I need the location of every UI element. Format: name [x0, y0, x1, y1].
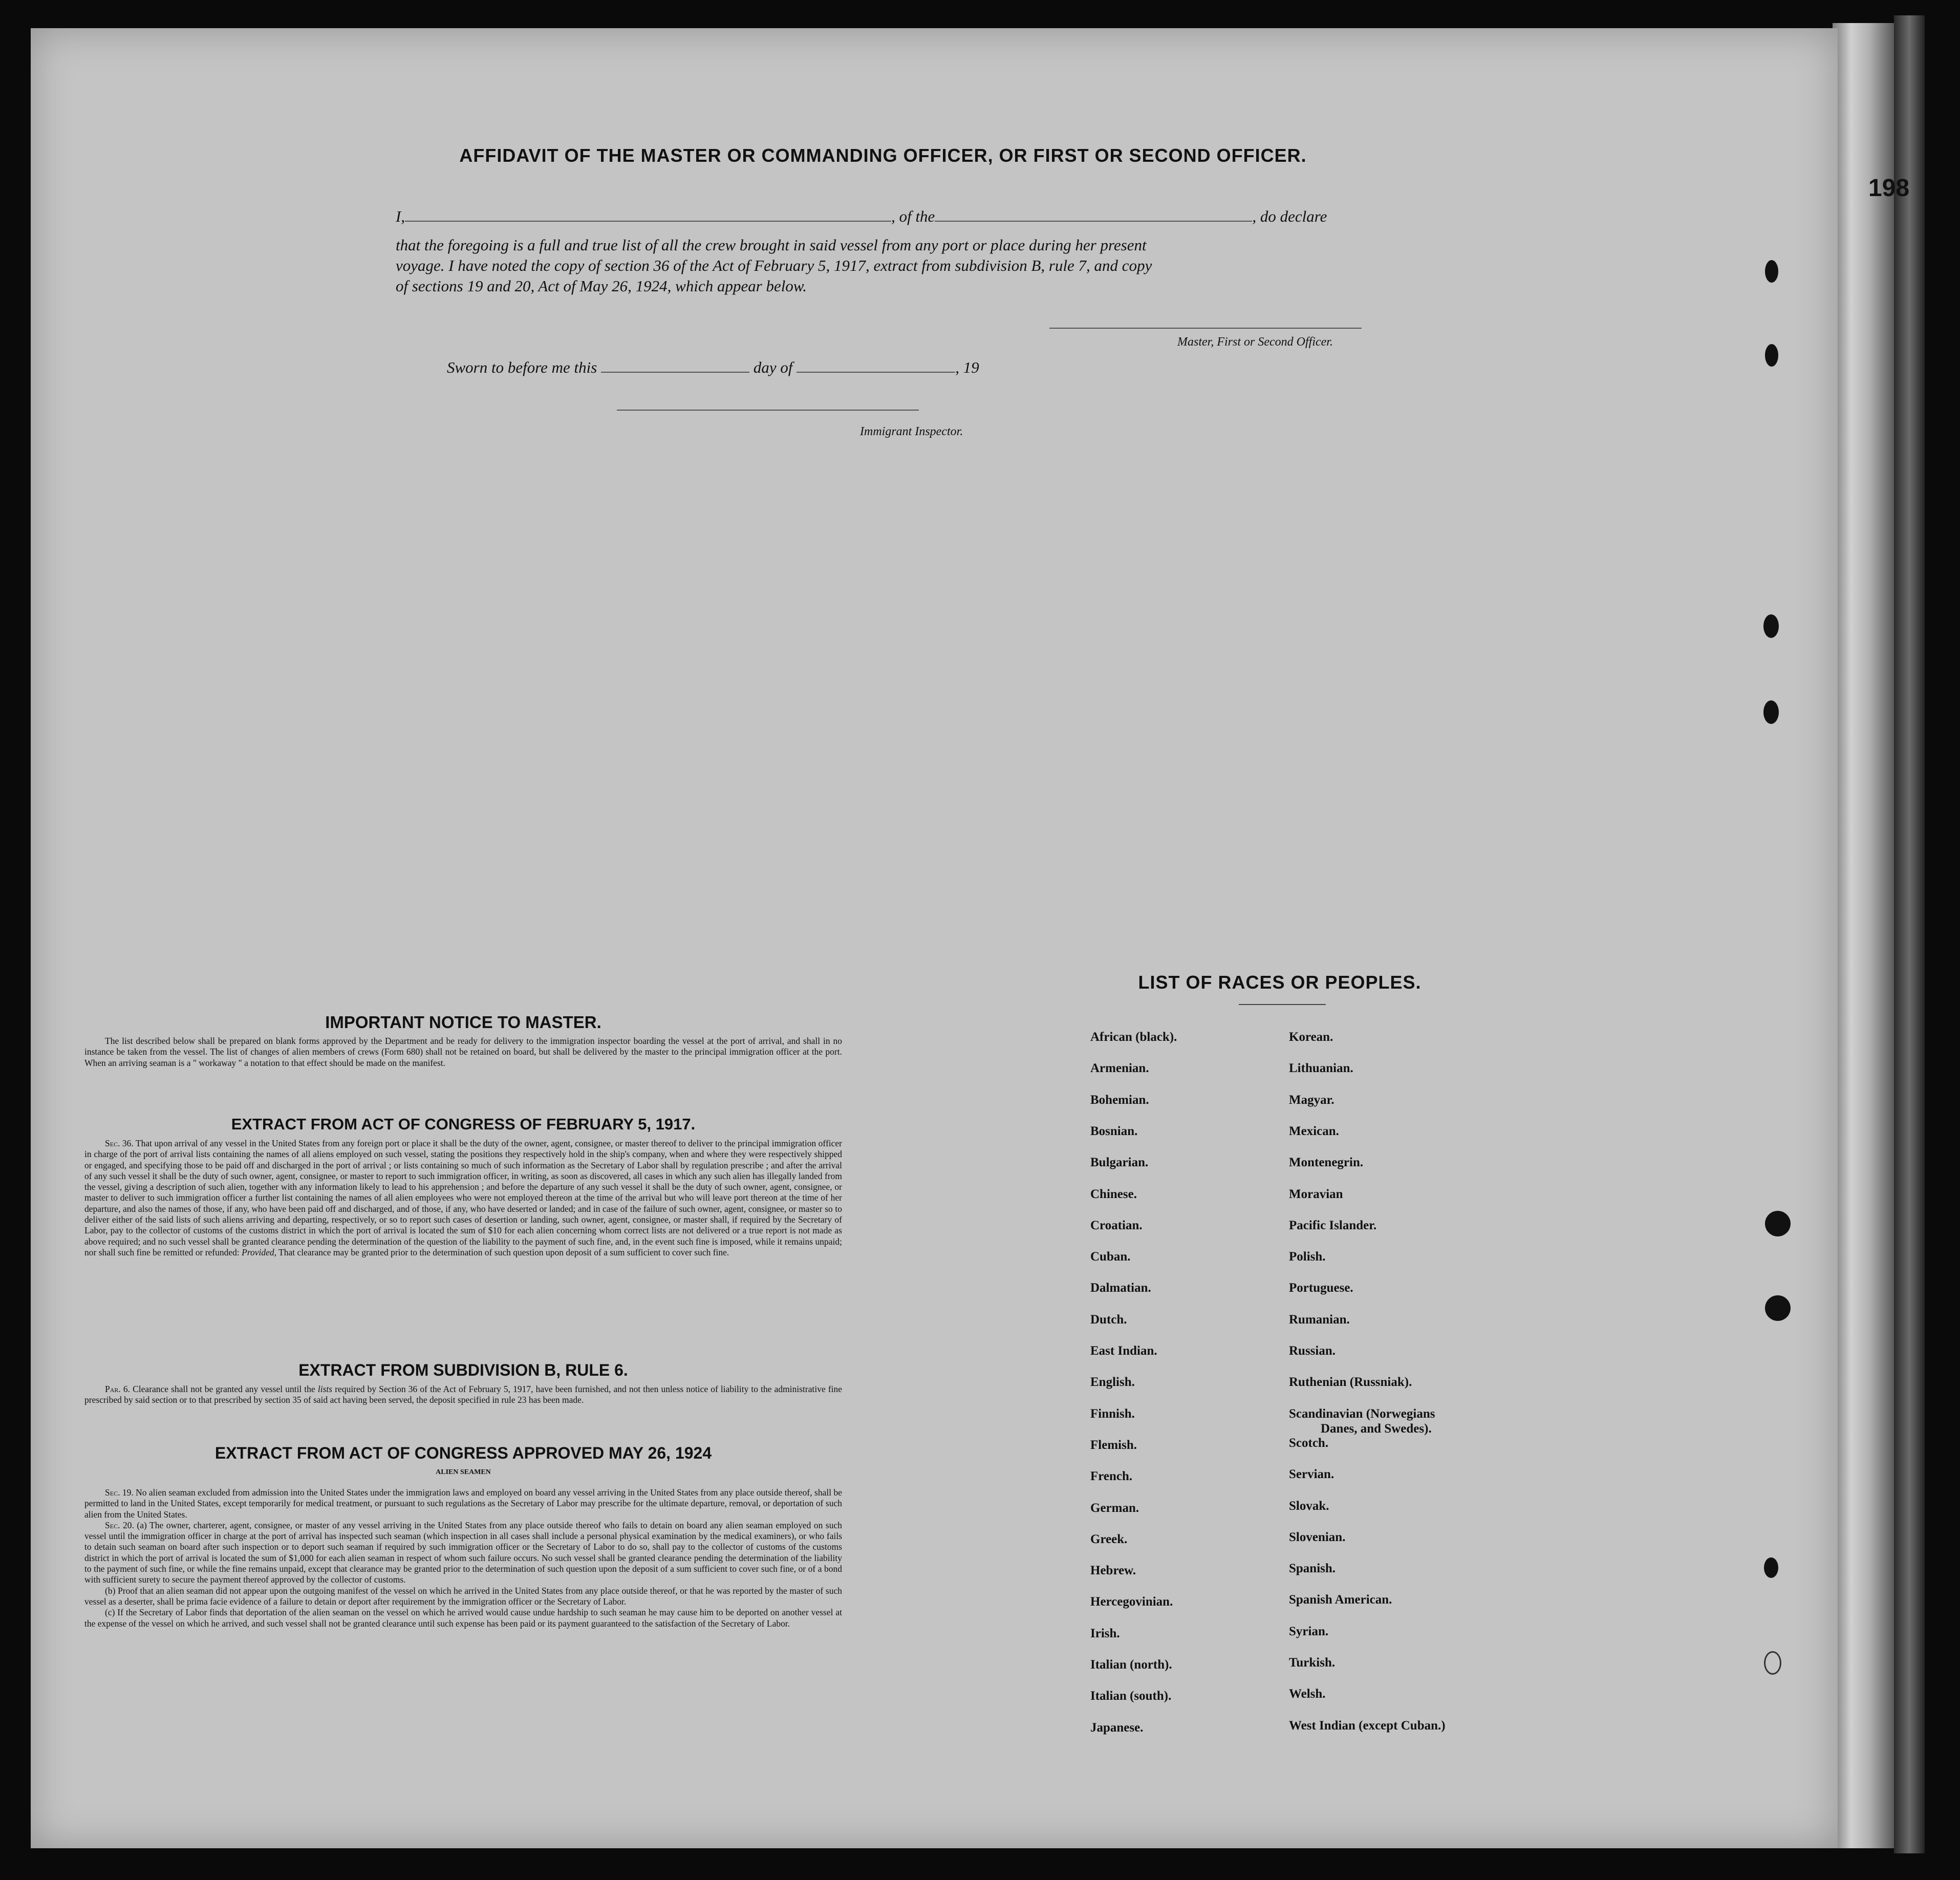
race-item: Mexican. — [1289, 1124, 1339, 1138]
sec-20a-paragraph — [84, 1520, 842, 1586]
race-item: Croatian. — [1090, 1218, 1143, 1232]
affidavit-of-the: , of the — [891, 207, 935, 225]
race-item: Chinese. — [1090, 1187, 1137, 1201]
race-item: Polish. — [1289, 1250, 1326, 1264]
extract-1917-text — [84, 1138, 842, 1258]
race-item: Portuguese. — [1289, 1281, 1353, 1295]
sec-36-label: Sec. 36. — [105, 1138, 134, 1148]
race-item: Spanish. — [1289, 1562, 1336, 1576]
inspector-signature-line — [617, 410, 919, 411]
extract-1917-paragraph — [84, 1138, 842, 1258]
affidavit-line-3: voyage. I have noted the copy of section 36 of the Act of February 5, 1917, extract from subdivision B, rule 7, and copy — [396, 257, 1152, 274]
sworn-year: , 19 — [955, 358, 979, 376]
binder-hole — [1764, 1651, 1781, 1675]
race-item: Irish. — [1090, 1626, 1120, 1640]
sec-20a-body: (a) The owner, charterer, agent, consignee, or master of any vessel arriving in the United States from any place outside thereof who fails to detain on board any alien seaman employed on such vessel until the immigration officer in charge at the port of arrival has inspected such seaman (which inspection in all cases shall include a personal physical examination by the medical examiners), or who fails to detain such seaman on board after such inspection or to deport such seaman if required by such immigration officer or the Secretary of Labor to do so, shall pay to the collector of customs of the customs district in which the port of arrival is located the sum of $1,000 for each alien seaman in respect of whom such failure occurs. No such vessel shall be granted clearance pending the determination of the liability to the payment of such fine, or while the fine remains unpaid, except that clearance may be granted prior to the determination of such question upon the deposit of a sum sufficient to cover such fine, or of a bond with sufficient surety to secure the payment thereof approved by the collector of customs. — [84, 1520, 842, 1585]
race-item: Dalmatian. — [1090, 1281, 1151, 1295]
race-item: African (black). — [1090, 1030, 1177, 1044]
races-title: LIST OF RACES OR PEOPLES. — [1138, 972, 1421, 993]
race-item: Slovak. — [1289, 1499, 1329, 1513]
race-item: Moravian — [1289, 1187, 1343, 1201]
master-signature-line — [1049, 328, 1362, 329]
race-item: Armenian. — [1090, 1061, 1149, 1076]
race-item: Pacific Islander. — [1289, 1218, 1377, 1232]
sworn-line — [447, 357, 1112, 378]
race-item: Scotch. — [1289, 1436, 1329, 1450]
name-blank — [405, 221, 891, 222]
race-item: Scandinavian (Norwegians — [1289, 1406, 1435, 1421]
race-item: Japanese. — [1090, 1720, 1144, 1735]
race-item: Montenegrin. — [1289, 1156, 1364, 1170]
race-item: English. — [1090, 1375, 1135, 1390]
race-item: Turkish. — [1289, 1656, 1336, 1670]
race-item: West Indian (except Cuban.) — [1289, 1718, 1446, 1733]
sworn-day-of: day of — [753, 358, 793, 376]
affidavit-line-2: that the foregoing is a full and true list of all the crew brought in said vessel from any port or place during her present — [396, 236, 1147, 254]
race-item: East Indian. — [1090, 1344, 1157, 1358]
race-item: Hercegovinian. — [1090, 1595, 1173, 1609]
affidavit-line-4: of sections 19 and 20, Act of May 26, 1924, which appear below. — [396, 277, 807, 295]
vessel-blank — [935, 221, 1252, 222]
binder-hole — [1765, 260, 1778, 283]
binder-hole — [1765, 344, 1778, 367]
sec-36-body: That upon arrival of any vessel in the United States from any foreign port or place it shall be the duty of the owner, agent, consignee, or master thereof to deliver to the principal immigration officer in charge of the port of arrival lists containing the names of all aliens employed on such vessel, stating the positions they respectively hold in the ship's company, when and where they were respectively shipped or engaged, and specifying those to be paid off and discharged in the port of arrival ; or lists containing so much of such information as the Secretary of Labor shall by regulation prescribe ; and after the arrival of any such vessel it shall be the duty of such owner, agent, consignee, or master to report to such immigration officer, in writing, as soon as discovered, all cases in which any such alien has illegally landed from the vessel, giving a description of such alien, together with any information likely to lead to his apprehension ; and before the departure of any such vessel it shall be the duty of such owner, agent, consignee, or master to deliver to such immigration officer a further list containing the names of all alien employees who were not employed thereon at the time of the arrival but who will leave port thereon at the time of her departure, and also the names of those, if any, who have been paid off and discharged, and of those, if any, who have deserted or landed; and in case of the failure of such owner, agent, consignee, or master so to deliver either of the said lists of such aliens arriving and departing, respectively, or so to report such cases of desertion or landing, such owner, agent, consignee, or master shall, if required by the Secretary of Labor, pay to the collector of customs of the customs district in which the port of arrival is located the sum of $10 for each alien concerning whom correct lists are not delivered or a true report is not made as above required; and no such vessel shall be granted clearance pending the determination of the question of the liability to the payment of such fine, and, in the event such fine is imposed, while it remains unpaid; nor shall such fine be remitted or refunded: — [84, 1138, 842, 1257]
race-item: Italian (south). — [1090, 1689, 1172, 1703]
race-item: Syrian. — [1289, 1624, 1329, 1638]
par-6-label: Par. 6. — [105, 1384, 131, 1394]
subdivision-paragraph — [84, 1384, 842, 1406]
page-edge-stack — [1833, 23, 1894, 1848]
binder-hole — [1765, 1211, 1791, 1236]
sec-19-body: No alien seaman excluded from admission into the United States under the immigration laws and employed on board any vessel arriving in the United States from any place outside thereof, shall be permitted to land in the United States, except temporarily for medical treatment, or pursuant to such regulations as the Secretary of Labor may prescribe for the ultimate departure, removal, or deportation of such alien from the United States. — [84, 1487, 842, 1520]
race-item: Cuban. — [1090, 1250, 1131, 1264]
race-item: Bohemian. — [1090, 1093, 1149, 1107]
notice-text — [84, 1036, 842, 1069]
sworn-text: Sworn to before me this — [447, 358, 597, 376]
race-item: Lithuanian. — [1289, 1061, 1353, 1076]
race-item: Finnish. — [1090, 1406, 1135, 1421]
race-item: Welsh. — [1289, 1687, 1326, 1701]
race-item: Flemish. — [1090, 1438, 1137, 1452]
sec-20b-paragraph: (b) Proof that an alien seaman did not appear upon the outgoing manifest of the vessel on which he arrived in the United States from any place outside thereof, or that he was reported by the master of such vessel as a deserter, shall be prima facie evidence of a failure to detain or deport after requirement by the immigration officer or the Secretary of Labor. — [84, 1585, 842, 1607]
proviso-text: That clearance may be granted prior to the determination of such question upon deposit of a sum sufficient to cover such fine. — [278, 1247, 729, 1257]
master-caption: Master, First or Second Officer. — [1177, 335, 1333, 349]
race-item: Hebrew. — [1090, 1564, 1136, 1578]
sec-20-label: Sec. 20. — [105, 1520, 134, 1530]
par-6-body-b: required by Section 36 of the Act of February 5, 1917, have been furnished, and not then unless notice of liability to the administrative fine prescribed by said section or to that prescribed by section 35 of said act having been served, the deposit specified in rule 23 has been made. — [84, 1384, 843, 1405]
race-item: Korean. — [1289, 1030, 1333, 1044]
race-item: Servian. — [1289, 1467, 1334, 1482]
race-item: French. — [1090, 1469, 1133, 1484]
extract-1924-subtitle: ALIEN SEAMEN — [436, 1468, 491, 1476]
race-item: German. — [1090, 1501, 1139, 1515]
race-item: Bulgarian. — [1090, 1156, 1149, 1170]
binder-hole — [1763, 700, 1779, 724]
lists-word: lists — [317, 1384, 333, 1394]
race-item: Danes, and Swedes). — [1321, 1421, 1432, 1436]
inspector-caption: Immigrant Inspector. — [860, 425, 963, 438]
subdivision-title: EXTRACT FROM SUBDIVISION B, RULE 6. — [298, 1361, 628, 1379]
race-item: Italian (north). — [1090, 1658, 1172, 1672]
affidavit-line-1 — [396, 206, 1430, 227]
races-title-rule — [1239, 1004, 1326, 1005]
extract-1924-title: EXTRACT FROM ACT OF CONGRESS APPROVED MAY 26, 1924 — [214, 1444, 712, 1462]
affidavit-title: AFFIDAVIT OF THE MASTER OR COMMANDING OFFICER, OR FIRST OR SECOND OFFICER. — [459, 145, 1307, 166]
sworn-month-blank — [796, 372, 955, 373]
race-item: Dutch. — [1090, 1312, 1127, 1327]
notice-title: IMPORTANT NOTICE TO MASTER. — [325, 1013, 601, 1032]
race-item: Magyar. — [1289, 1093, 1334, 1107]
subdivision-text — [84, 1384, 842, 1406]
extract-1917-title: EXTRACT FROM ACT OF CONGRESS OF FEBRUARY 5, 1917. — [231, 1115, 696, 1133]
race-item: Rumanian. — [1289, 1312, 1350, 1327]
binder-hole — [1763, 614, 1779, 638]
race-item: Bosnian. — [1090, 1124, 1138, 1138]
race-item: Greek. — [1090, 1532, 1128, 1546]
race-item: Ruthenian (Russniak). — [1289, 1375, 1412, 1390]
race-item: Spanish American. — [1289, 1593, 1392, 1607]
sec-19-label: Sec. 19. — [105, 1487, 134, 1498]
affidavit-do-declare: , do declare — [1252, 207, 1327, 225]
race-item: Russian. — [1289, 1344, 1336, 1358]
race-item: Slovenian. — [1289, 1530, 1346, 1544]
binding-edge — [1894, 15, 1925, 1853]
sec-19-paragraph — [84, 1487, 842, 1520]
binder-hole — [1764, 1557, 1778, 1578]
page-stamp-number: 198 — [1868, 175, 1910, 202]
par-6-body-a: Clearance shall not be granted any vessel until the — [133, 1384, 315, 1394]
binder-hole — [1765, 1295, 1791, 1321]
sec-20c-paragraph: (c) If the Secretary of Labor finds that deportation of the alien seaman on the vessel on which he arrived would cause undue hardship to such seaman he may cause him to be deported on another vessel at the expense of the vessel on which he arrived, and such vessel shall not be granted clearance until such expense has been paid or its payment guaranteed to the satisfaction of the Secretary of Labor. — [84, 1607, 842, 1629]
sworn-day-blank — [601, 372, 749, 373]
extract-1924-text — [84, 1487, 842, 1629]
affidavit-i: I, — [396, 207, 405, 225]
notice-paragraph: The list described below shall be prepared on blank forms approved by the Department and be ready for delivery to the immigration inspector boarding the vessel at the port of arrival, and shall in no instance be taken from the vessel. The list of changes of alien members of crews (Form 680) shall not be retained on board, but shall be delivered by the master to the principal immigration officer at the port. When an arriving seaman is a " workaway " a notation to that effect should be made on the manifest. — [84, 1036, 842, 1068]
proviso-word: Provided, — [242, 1247, 276, 1257]
